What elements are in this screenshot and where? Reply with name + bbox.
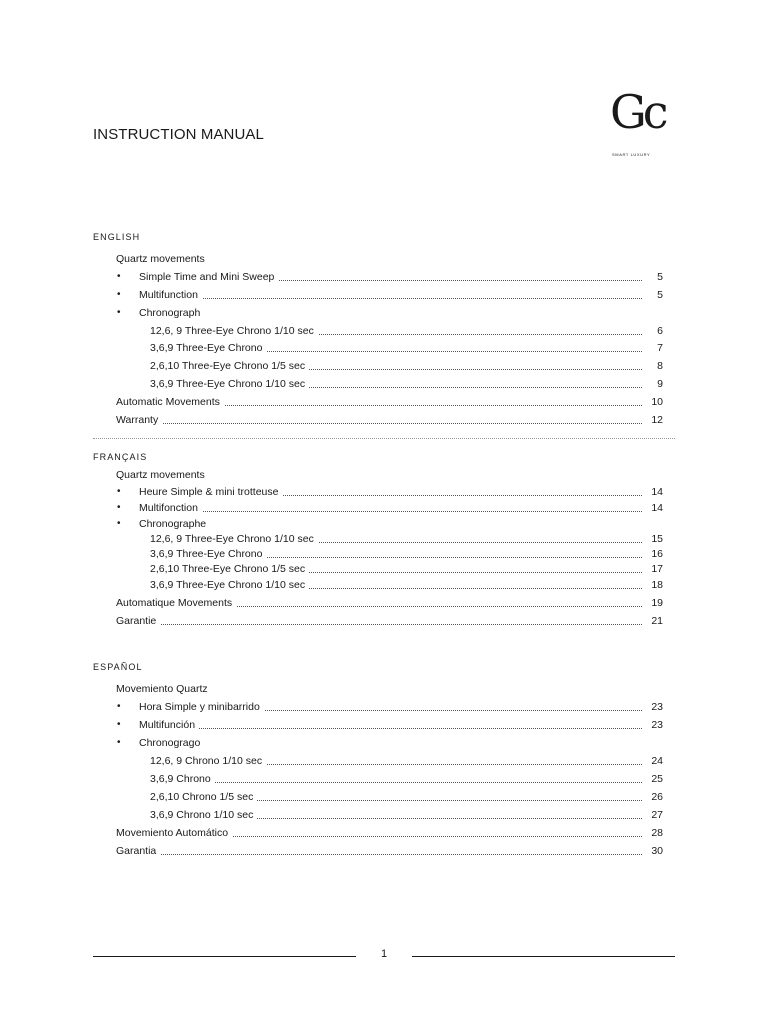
bullet-icon: • bbox=[117, 289, 121, 300]
bullet-icon: • bbox=[117, 502, 121, 513]
group-heading bbox=[0, 682, 768, 696]
group-heading-label: Movemiento Quartz bbox=[116, 682, 212, 696]
toc-entry[interactable] bbox=[0, 485, 768, 499]
section-divider bbox=[93, 438, 675, 439]
toc-entry-label: 12,6, 9 Three-Eye Chrono 1/10 sec bbox=[150, 532, 318, 546]
bullet-icon: • bbox=[117, 307, 121, 318]
toc-entry[interactable] bbox=[0, 547, 768, 561]
toc-entry-label: Multifunción bbox=[139, 718, 199, 732]
toc-entry[interactable] bbox=[0, 270, 768, 284]
toc-entry[interactable] bbox=[0, 359, 768, 373]
toc-entry[interactable] bbox=[0, 844, 768, 858]
dot-leader bbox=[160, 782, 642, 783]
toc-entry-label: Simple Time and Mini Sweep bbox=[139, 270, 278, 284]
toc-entry-label: Heure Simple & mini trotteuse bbox=[139, 485, 282, 499]
toc-entry[interactable] bbox=[0, 718, 768, 732]
toc-entry-label: 3,6,9 Three-Eye Chrono bbox=[150, 547, 266, 561]
toc-entry-label: 3,6,9 Chrono 1/10 sec bbox=[150, 808, 257, 822]
toc-entry-label: Automatique Movements bbox=[116, 596, 236, 610]
bullet-icon: • bbox=[117, 701, 121, 712]
toc-entry-label: Movemiento Automático bbox=[116, 826, 232, 840]
bullet-icon: • bbox=[117, 719, 121, 730]
toc-entry-page: 12 bbox=[651, 414, 663, 426]
toc-entry-label: Automatic Movements bbox=[116, 395, 224, 409]
dot-leader bbox=[126, 854, 642, 855]
toc-entry-page: 23 bbox=[651, 701, 663, 713]
page-title: INSTRUCTION MANUAL bbox=[93, 126, 264, 143]
toc-entry[interactable] bbox=[0, 614, 768, 628]
toc-entry-page: 24 bbox=[651, 755, 663, 767]
section-title: ESPAÑOL bbox=[93, 662, 143, 672]
toc-entry[interactable] bbox=[0, 517, 768, 531]
dot-leader bbox=[149, 511, 642, 512]
toc-entry-page: 14 bbox=[651, 502, 663, 514]
toc-entry-label: 3,6,9 Chrono bbox=[150, 772, 215, 786]
toc-entry[interactable] bbox=[0, 341, 768, 355]
toc-entry-label: Garantie bbox=[116, 614, 160, 628]
toc-entry-page: 16 bbox=[651, 548, 663, 560]
bullet-icon: • bbox=[117, 518, 121, 529]
toc-entry[interactable] bbox=[0, 772, 768, 786]
toc-entry[interactable] bbox=[0, 700, 768, 714]
gc-logo-tagline: SMART LUXURY bbox=[612, 152, 651, 157]
toc-entry-page: 14 bbox=[651, 486, 663, 498]
toc-entry-label: Hora Simple y minibarrido bbox=[139, 700, 264, 714]
dot-leader bbox=[149, 298, 642, 299]
toc-entry-page: 26 bbox=[651, 791, 663, 803]
toc-entry-label: 2,6,10 Three-Eye Chrono 1/5 sec bbox=[150, 562, 309, 576]
toc-entry[interactable] bbox=[0, 501, 768, 515]
toc-entry[interactable] bbox=[0, 754, 768, 768]
toc-entry-page: 15 bbox=[651, 533, 663, 545]
toc-entry[interactable] bbox=[0, 808, 768, 822]
toc-entry-page: 25 bbox=[651, 773, 663, 785]
toc-entry-label: Warranty bbox=[116, 413, 162, 427]
gc-logo-mark: Gc bbox=[610, 85, 665, 139]
toc-entry-page: 10 bbox=[651, 396, 663, 408]
toc-entry[interactable] bbox=[0, 288, 768, 302]
toc-entry-page: 9 bbox=[657, 378, 663, 390]
toc-entry-label: Multifunction bbox=[139, 288, 202, 302]
dot-leader bbox=[126, 624, 642, 625]
toc-entry-page: 17 bbox=[651, 563, 663, 575]
toc-entry-page: 5 bbox=[657, 271, 663, 283]
toc-entry-page: 5 bbox=[657, 289, 663, 301]
group-heading-label: Quartz movements bbox=[116, 252, 209, 266]
toc-entry-page: 6 bbox=[657, 325, 663, 337]
toc-entry[interactable] bbox=[0, 306, 768, 320]
toc-entry-label: 3,6,9 Three-Eye Chrono bbox=[150, 341, 266, 355]
section-title: ENGLISH bbox=[93, 232, 141, 242]
toc-entry[interactable] bbox=[0, 324, 768, 338]
toc-entry-page: 28 bbox=[651, 827, 663, 839]
bullet-icon: • bbox=[117, 486, 121, 497]
group-heading bbox=[0, 468, 768, 482]
toc-entry-page: 7 bbox=[657, 342, 663, 354]
toc-entry[interactable] bbox=[0, 377, 768, 391]
toc-entry[interactable] bbox=[0, 532, 768, 546]
page-number: 1 bbox=[380, 948, 388, 960]
toc-entry-label: Chronogrago bbox=[139, 736, 204, 750]
toc-entry-label: Chronograph bbox=[139, 306, 204, 320]
toc-entry-page: 27 bbox=[651, 809, 663, 821]
toc-entry[interactable] bbox=[0, 790, 768, 804]
footer-rule-right bbox=[412, 956, 675, 957]
toc-entry[interactable] bbox=[0, 826, 768, 840]
toc-entry-label: 2,6,10 Three-Eye Chrono 1/5 sec bbox=[150, 359, 309, 373]
toc-entry[interactable] bbox=[0, 578, 768, 592]
dot-leader bbox=[126, 423, 642, 424]
toc-entry-label: 12,6, 9 Three-Eye Chrono 1/10 sec bbox=[150, 324, 318, 338]
toc-entry-label: Garantia bbox=[116, 844, 160, 858]
bullet-icon: • bbox=[117, 271, 121, 282]
toc-entry[interactable] bbox=[0, 596, 768, 610]
toc-entry-label: 3,6,9 Three-Eye Chrono 1/10 sec bbox=[150, 377, 309, 391]
toc-entry[interactable] bbox=[0, 413, 768, 427]
toc-entry-page: 30 bbox=[651, 845, 663, 857]
footer-rule-left bbox=[93, 956, 356, 957]
toc-entry-label: Chronographe bbox=[139, 517, 210, 531]
toc-entry-label: 12,6, 9 Chrono 1/10 sec bbox=[150, 754, 266, 768]
toc-entry-label: Multifonction bbox=[139, 501, 202, 515]
bullet-icon: • bbox=[117, 737, 121, 748]
toc-entry-page: 21 bbox=[651, 615, 663, 627]
toc-entry-label: 3,6,9 Three-Eye Chrono 1/10 sec bbox=[150, 578, 309, 592]
toc-entry-page: 19 bbox=[651, 597, 663, 609]
toc-entry-label: 2,6,10 Chrono 1/5 sec bbox=[150, 790, 257, 804]
dot-leader bbox=[149, 728, 642, 729]
toc-entry-page: 18 bbox=[651, 579, 663, 591]
section-title: FRANÇAIS bbox=[93, 452, 148, 462]
toc-entry-page: 8 bbox=[657, 360, 663, 372]
toc-entry[interactable] bbox=[0, 395, 768, 409]
group-heading-label: Quartz movements bbox=[116, 468, 209, 482]
toc-entry-page: 23 bbox=[651, 719, 663, 731]
toc-entry[interactable] bbox=[0, 562, 768, 576]
gc-logo bbox=[610, 84, 680, 164]
group-heading bbox=[0, 252, 768, 266]
toc-entry[interactable] bbox=[0, 736, 768, 750]
